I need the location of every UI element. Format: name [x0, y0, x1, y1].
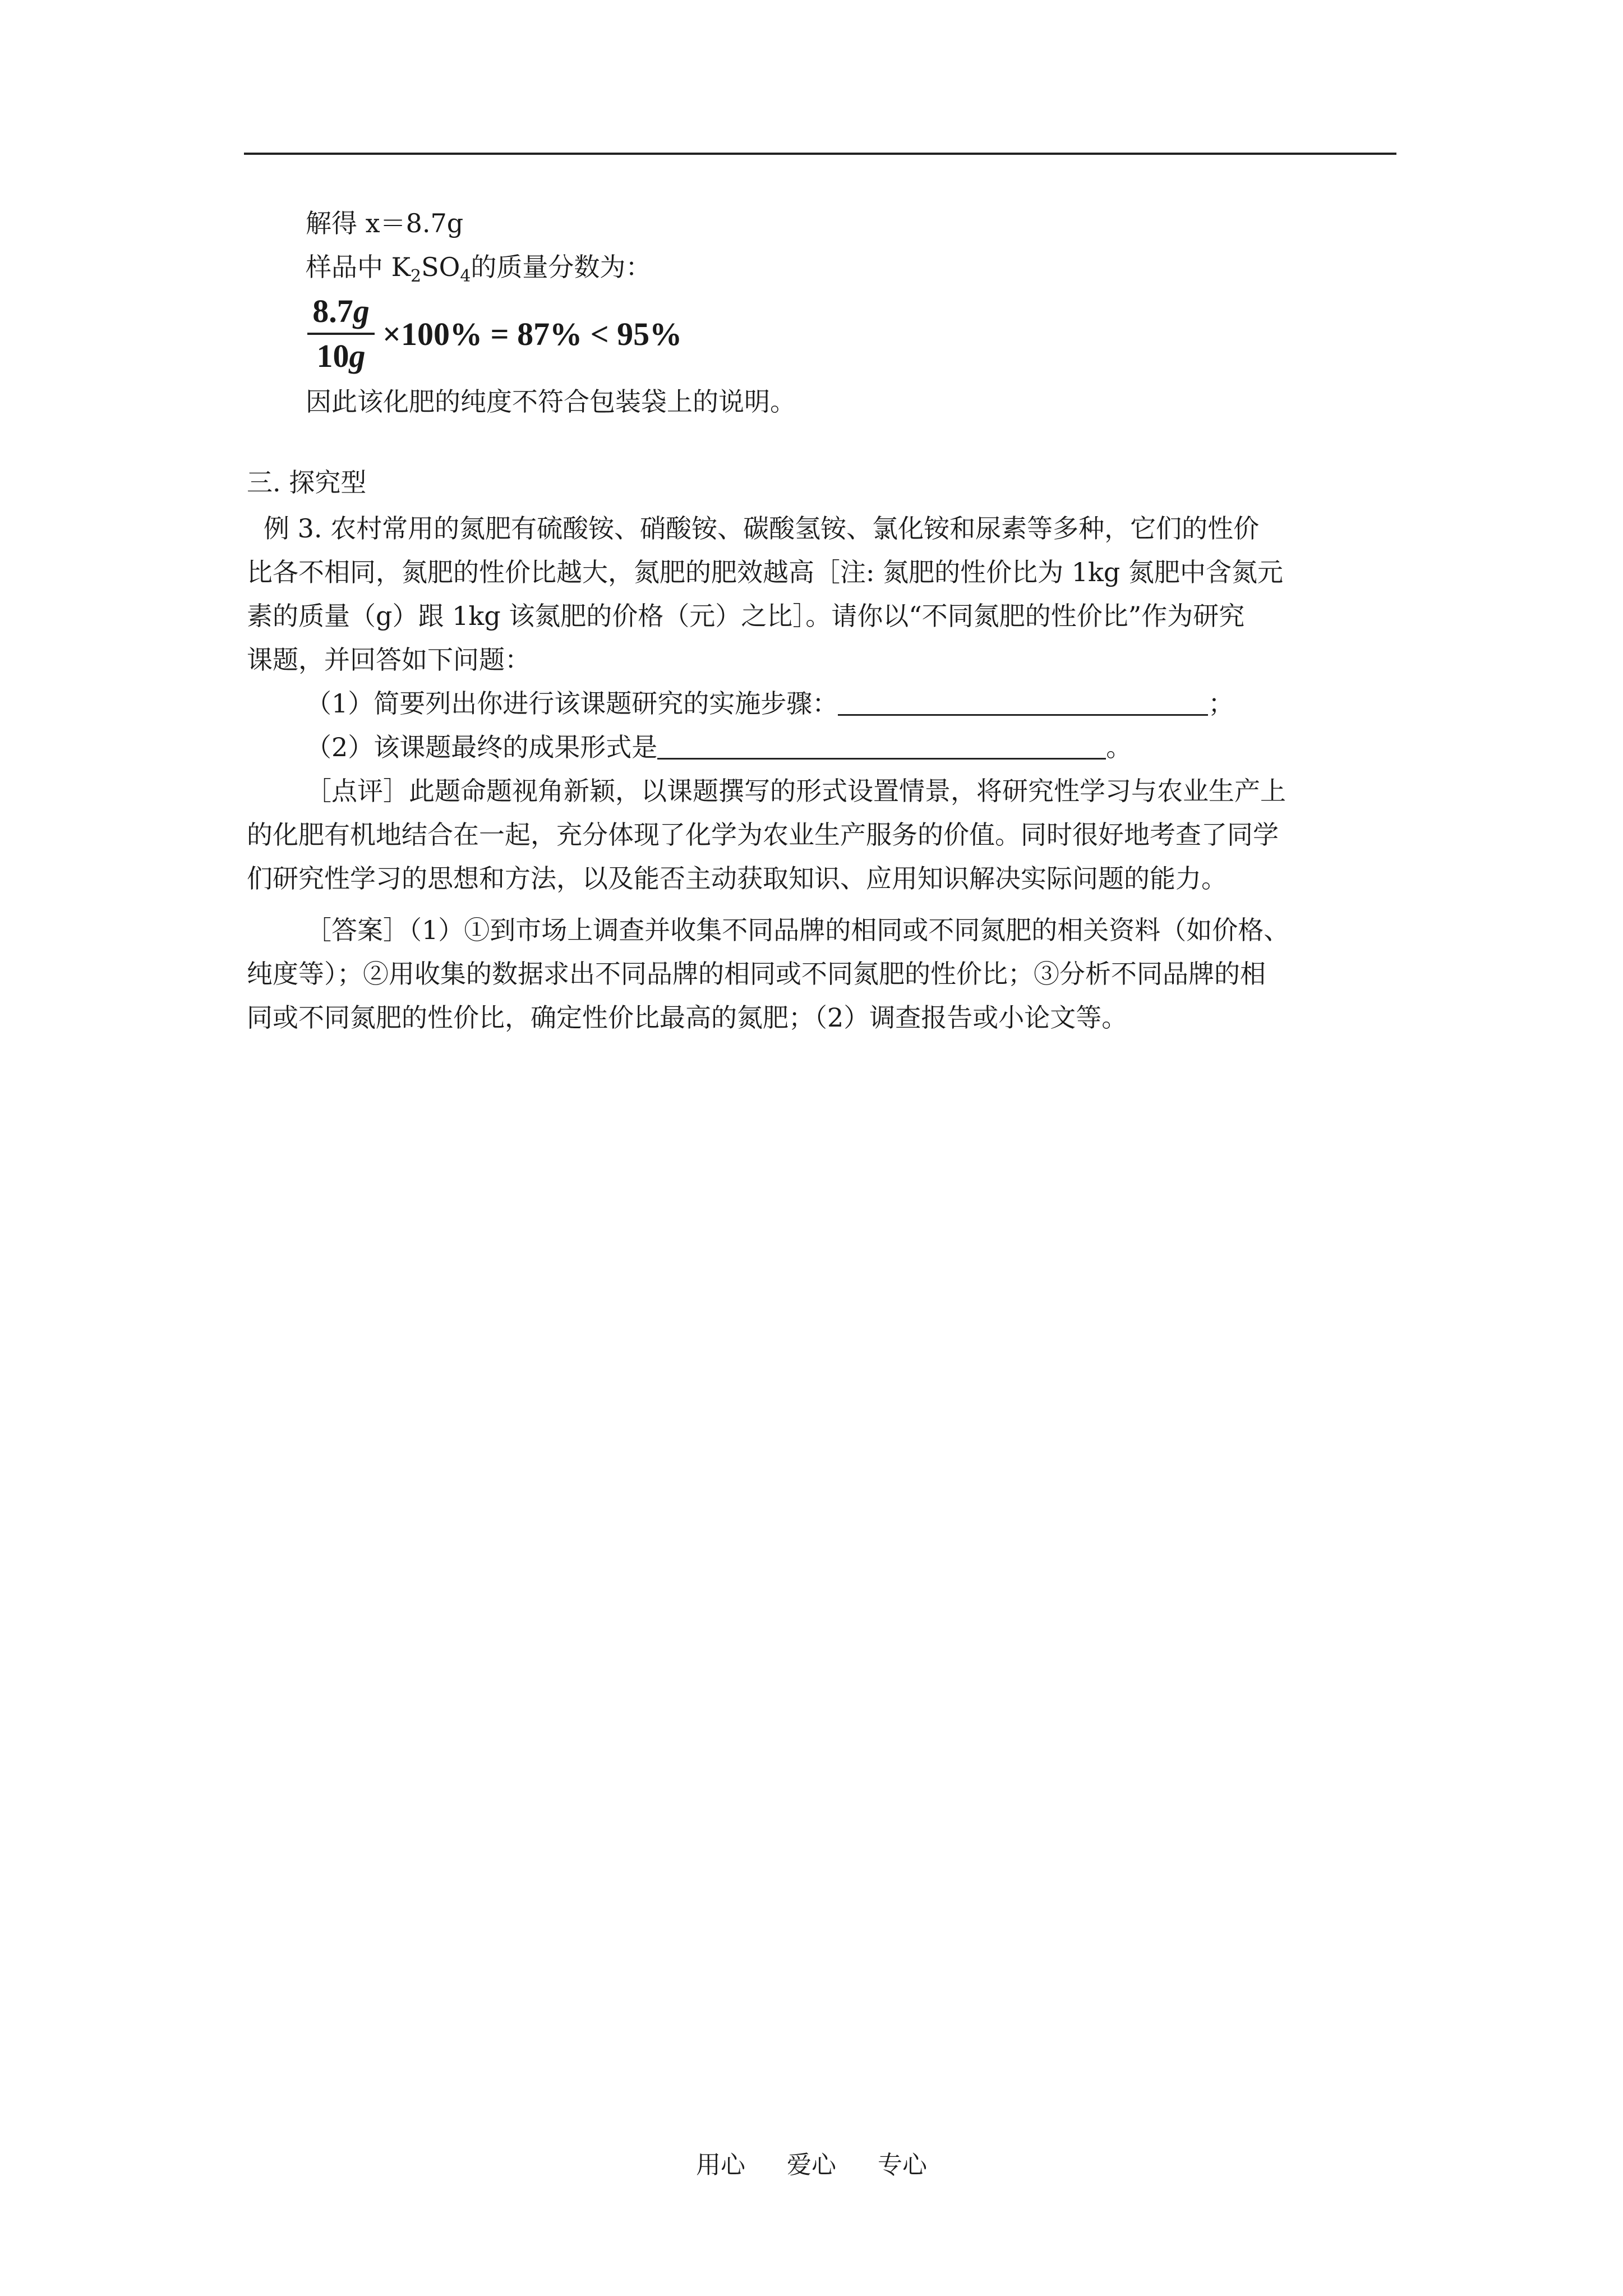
- subscript-2: 2: [411, 266, 422, 286]
- example-line-1: 例 3. 农村常用的氮肥有硫酸铵、硝酸铵、碳酸氢铵、氯化铵和尿素等多种，它们的性价: [264, 513, 1260, 544]
- comment-line-1: ［点评］此题命题视角新颖，以课题撰写的形式设置情景，将研究性学习与农业生产上: [306, 776, 1286, 806]
- question-2-end: 。: [1106, 732, 1132, 762]
- question-2-text: （2）该课题最终的成果形式是: [306, 732, 658, 762]
- answer-line-3: 同或不同氮肥的性价比，确定性价比最高的氮肥；（2）调查报告或小论文等。: [247, 1002, 1128, 1033]
- question-1-text: （1）简要列出你进行该课题研究的实施步骤：: [306, 688, 838, 719]
- fraction-bar: [307, 333, 375, 335]
- question-1: [306, 687, 1234, 720]
- page-footer: [0, 2148, 1623, 2182]
- answer-blank-1[interactable]: [838, 689, 1208, 716]
- question-2: [306, 730, 1132, 764]
- example-line-3: 素的质量（g）跟 1kg 该氮肥的价格（元）之比］。请你以“不同氮肥的性价比”作为研究: [247, 601, 1245, 631]
- answer-blank-2[interactable]: [657, 733, 1106, 760]
- mass-fraction-so: SO: [421, 252, 460, 282]
- fraction-numerator: 8.7g: [312, 293, 370, 329]
- footer-word-1: 用心: [696, 2151, 745, 2179]
- footer-word-3: 专心: [878, 2151, 927, 2179]
- example-line-4: 课题，并回答如下问题：: [247, 645, 531, 675]
- mass-fraction-prefix: 样品中 K: [306, 252, 411, 282]
- fraction: [307, 291, 375, 376]
- solve-line: 解得 x＝8.7g: [306, 208, 464, 238]
- question-1-end: ；: [1208, 688, 1234, 719]
- conclusion: 因此该化肥的纯度不符合包装袋上的说明。: [306, 386, 796, 417]
- formula-rest: ×100% = 87% < 95%: [382, 315, 683, 352]
- answer-line-1: ［答案］（1）①到市场上调查并收集不同品牌的相同或不同氮肥的相关资料（如价格、: [306, 915, 1290, 945]
- fraction-denominator: 10g: [316, 338, 366, 374]
- subscript-4: 4: [460, 266, 471, 286]
- answer-line-2: 纯度等）；②用收集的数据求出不同品牌的相同或不同氮肥的性价比；③分析不同品牌的相: [247, 959, 1266, 989]
- footer-word-2: 爱心: [787, 2151, 836, 2179]
- section-title: 三. 探究型: [247, 467, 367, 498]
- comment-line-3: 们研究性学习的思想和方法，以及能否主动获取知识、应用知识解决实际问题的能力。: [247, 863, 1227, 894]
- header-rule: [244, 153, 1396, 155]
- comment-line-2: 的化肥有机地结合在一起，充分体现了化学为农业生产服务的价值。同时很好地考查了同学: [247, 820, 1279, 850]
- example-line-2: 比各不相同，氮肥的性价比越大，氮肥的肥效越高［注: 氮肥的性价比为 1kg 氮肥中含氮元: [247, 557, 1283, 587]
- purity-formula: [307, 286, 682, 381]
- mass-fraction-suffix: 的质量分数为：: [471, 252, 652, 282]
